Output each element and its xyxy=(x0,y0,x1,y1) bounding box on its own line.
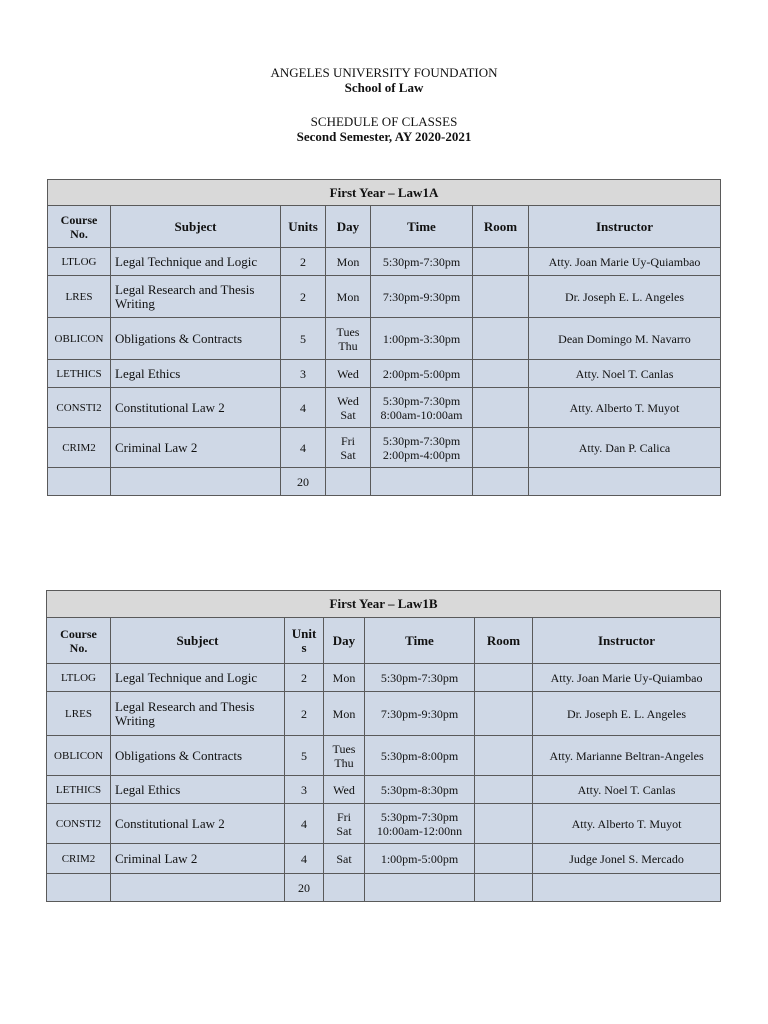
room-value xyxy=(473,428,529,468)
day-value: Mon xyxy=(332,670,356,685)
time-value: 7:30pm-9:30pm xyxy=(380,706,459,721)
course-code: LETHICS xyxy=(47,776,111,804)
instructor-name: Atty. Dan P. Calica xyxy=(529,428,721,468)
day-value: Wed xyxy=(337,393,359,408)
units-value: 3 xyxy=(281,360,326,388)
units-value: 3 xyxy=(285,776,324,804)
day-value: Thu xyxy=(334,755,354,770)
instructor-name: Dr. Joseph E. L. Angeles xyxy=(533,692,721,736)
column-header-units: Units xyxy=(281,206,326,248)
table-row xyxy=(48,388,721,428)
time-cell xyxy=(365,776,475,804)
time-value: 5:30pm-7:30pm xyxy=(380,670,459,685)
course-code: CRIM2 xyxy=(48,428,111,468)
empty-cell xyxy=(365,874,475,902)
document-subheader xyxy=(0,114,768,144)
total-row xyxy=(47,874,721,902)
time-value: 5:30pm-7:30pm xyxy=(380,809,459,824)
empty-cell xyxy=(475,874,533,902)
instructor-name: Atty. Noel T. Canlas xyxy=(529,360,721,388)
table-row xyxy=(47,736,721,776)
room-value xyxy=(473,318,529,360)
time-value: 5:30pm-7:30pm xyxy=(382,433,461,448)
units-value: 5 xyxy=(285,736,324,776)
column-header-time: Time xyxy=(371,206,473,248)
day-value: Mon xyxy=(332,706,356,721)
instructor-name: Dean Domingo M. Navarro xyxy=(529,318,721,360)
time-value: 5:30pm-7:30pm xyxy=(382,254,461,269)
total-units: 20 xyxy=(285,874,324,902)
time-value: 5:30pm-8:30pm xyxy=(380,782,459,797)
column-header-subject: Subject xyxy=(111,206,281,248)
course-code: CRIM2 xyxy=(47,844,111,874)
table-row xyxy=(47,776,721,804)
day-value: Fri xyxy=(336,809,351,824)
time-cell xyxy=(365,692,475,736)
total-units: 20 xyxy=(281,468,326,496)
time-value: 5:30pm-7:30pm xyxy=(382,393,461,408)
time-cell xyxy=(365,736,475,776)
day-value: Thu xyxy=(338,338,358,353)
room-value xyxy=(473,248,529,276)
day-cell xyxy=(324,804,365,844)
document-header xyxy=(0,65,768,95)
course-code: LETHICS xyxy=(48,360,111,388)
time-value: 1:00pm-5:00pm xyxy=(380,851,459,866)
day-cell xyxy=(324,664,365,692)
units-value: 4 xyxy=(281,428,326,468)
column-header-day: Day xyxy=(326,206,371,248)
course-code: LTLOG xyxy=(47,664,111,692)
day-value: Sat xyxy=(336,851,352,866)
table-row xyxy=(48,428,721,468)
semester-label: Second Semester, AY 2020-2021 xyxy=(296,129,472,144)
day-value: Mon xyxy=(336,254,360,269)
time-cell xyxy=(371,248,473,276)
day-cell xyxy=(326,360,371,388)
empty-cell xyxy=(111,874,285,902)
empty-cell xyxy=(371,468,473,496)
table-row xyxy=(48,318,721,360)
subject-name: Criminal Law 2 xyxy=(111,844,285,874)
time-cell xyxy=(365,844,475,874)
table-row xyxy=(48,276,721,318)
empty-cell xyxy=(324,874,365,902)
day-value: Tues xyxy=(336,324,360,339)
time-value: 8:00am-10:00am xyxy=(380,407,463,422)
units-value: 2 xyxy=(285,692,324,736)
course-code: LRES xyxy=(48,276,111,318)
university-name: ANGELES UNIVERSITY FOUNDATION xyxy=(270,65,498,80)
subject-name: Criminal Law 2 xyxy=(111,428,281,468)
table-title: First Year – Law1A xyxy=(48,180,721,206)
time-value: 5:30pm-8:00pm xyxy=(380,748,459,763)
schedule-table xyxy=(47,179,721,496)
school-name: School of Law xyxy=(344,80,424,95)
day-cell xyxy=(326,318,371,360)
instructor-name: Atty. Noel T. Canlas xyxy=(533,776,721,804)
column-header-room: Room xyxy=(473,206,529,248)
room-value xyxy=(475,844,533,874)
units-value: 4 xyxy=(281,388,326,428)
day-value: Sat xyxy=(336,823,352,838)
day-cell xyxy=(324,736,365,776)
day-value: Sat xyxy=(340,407,356,422)
column-header-instructor: Instructor xyxy=(529,206,721,248)
course-code: LRES xyxy=(47,692,111,736)
subject-name: Obligations & Contracts xyxy=(111,736,285,776)
column-header-room: Room xyxy=(475,618,533,664)
day-cell xyxy=(326,276,371,318)
units-value: 2 xyxy=(281,248,326,276)
instructor-name: Atty. Joan Marie Uy-Quiambao xyxy=(533,664,721,692)
day-value: Mon xyxy=(336,289,360,304)
column-header-units: Unit s xyxy=(285,618,324,664)
time-cell xyxy=(371,388,473,428)
subject-name: Obligations & Contracts xyxy=(111,318,281,360)
column-header-course-no: Course No. xyxy=(47,618,111,664)
time-cell xyxy=(365,804,475,844)
day-cell xyxy=(326,428,371,468)
instructor-name: Atty. Joan Marie Uy-Quiambao xyxy=(529,248,721,276)
room-value xyxy=(473,388,529,428)
day-cell xyxy=(324,776,365,804)
day-cell xyxy=(326,388,371,428)
time-cell xyxy=(365,664,475,692)
day-cell xyxy=(324,692,365,736)
room-value xyxy=(473,360,529,388)
subject-name: Constitutional Law 2 xyxy=(111,804,285,844)
empty-cell xyxy=(111,468,281,496)
empty-cell xyxy=(47,874,111,902)
units-value: 4 xyxy=(285,804,324,844)
course-code: OBLICON xyxy=(47,736,111,776)
instructor-name: Judge Jonel S. Mercado xyxy=(533,844,721,874)
table-row xyxy=(48,248,721,276)
instructor-name: Dr. Joseph E. L. Angeles xyxy=(529,276,721,318)
room-value xyxy=(473,276,529,318)
room-value xyxy=(475,664,533,692)
course-code: CONSTI2 xyxy=(47,804,111,844)
subject-name: Legal Technique and Logic xyxy=(111,664,285,692)
table-row xyxy=(47,692,721,736)
day-value: Wed xyxy=(333,782,355,797)
day-value: Fri xyxy=(340,433,355,448)
subject-name: Legal Research and Thesis Writing xyxy=(111,692,285,736)
subject-name: Legal Ethics xyxy=(111,776,285,804)
column-header-course-no: Course No. xyxy=(48,206,111,248)
day-value: Wed xyxy=(337,366,359,381)
units-value: 4 xyxy=(285,844,324,874)
time-value: 1:00pm-3:30pm xyxy=(382,331,461,346)
column-header-subject: Subject xyxy=(111,618,285,664)
day-value: Tues xyxy=(332,741,356,756)
table-row xyxy=(48,360,721,388)
course-code: OBLICON xyxy=(48,318,111,360)
subject-name: Legal Research and Thesis Writing xyxy=(111,276,281,318)
table-row xyxy=(47,804,721,844)
units-value: 5 xyxy=(281,318,326,360)
units-value: 2 xyxy=(285,664,324,692)
document-title: SCHEDULE OF CLASSES xyxy=(310,114,458,129)
table-title: First Year – Law1B xyxy=(47,591,721,618)
column-header-day: Day xyxy=(324,618,365,664)
schedule-table xyxy=(46,590,721,902)
time-value: 7:30pm-9:30pm xyxy=(382,289,461,304)
subject-name: Constitutional Law 2 xyxy=(111,388,281,428)
empty-cell xyxy=(326,468,371,496)
subject-name: Legal Ethics xyxy=(111,360,281,388)
empty-cell xyxy=(529,468,721,496)
column-header-instructor: Instructor xyxy=(533,618,721,664)
instructor-name: Atty. Alberto T. Muyot xyxy=(533,804,721,844)
day-cell xyxy=(324,844,365,874)
table-row xyxy=(47,664,721,692)
time-value: 2:00pm-4:00pm xyxy=(382,447,461,462)
units-value: 2 xyxy=(281,276,326,318)
course-code: LTLOG xyxy=(48,248,111,276)
empty-cell xyxy=(473,468,529,496)
empty-cell xyxy=(533,874,721,902)
time-cell xyxy=(371,428,473,468)
room-value xyxy=(475,776,533,804)
room-value xyxy=(475,692,533,736)
day-value: Sat xyxy=(340,447,356,462)
column-header-time: Time xyxy=(365,618,475,664)
time-cell xyxy=(371,318,473,360)
day-cell xyxy=(326,248,371,276)
instructor-name: Atty. Marianne Beltran-Angeles xyxy=(533,736,721,776)
room-value xyxy=(475,804,533,844)
subject-name: Legal Technique and Logic xyxy=(111,248,281,276)
empty-cell xyxy=(48,468,111,496)
time-value: 10:00am-12:00nn xyxy=(376,823,463,838)
time-value: 2:00pm-5:00pm xyxy=(382,366,461,381)
time-cell xyxy=(371,276,473,318)
total-row xyxy=(48,468,721,496)
course-code: CONSTI2 xyxy=(48,388,111,428)
instructor-name: Atty. Alberto T. Muyot xyxy=(529,388,721,428)
time-cell xyxy=(371,360,473,388)
room-value xyxy=(475,736,533,776)
table-row xyxy=(47,844,721,874)
